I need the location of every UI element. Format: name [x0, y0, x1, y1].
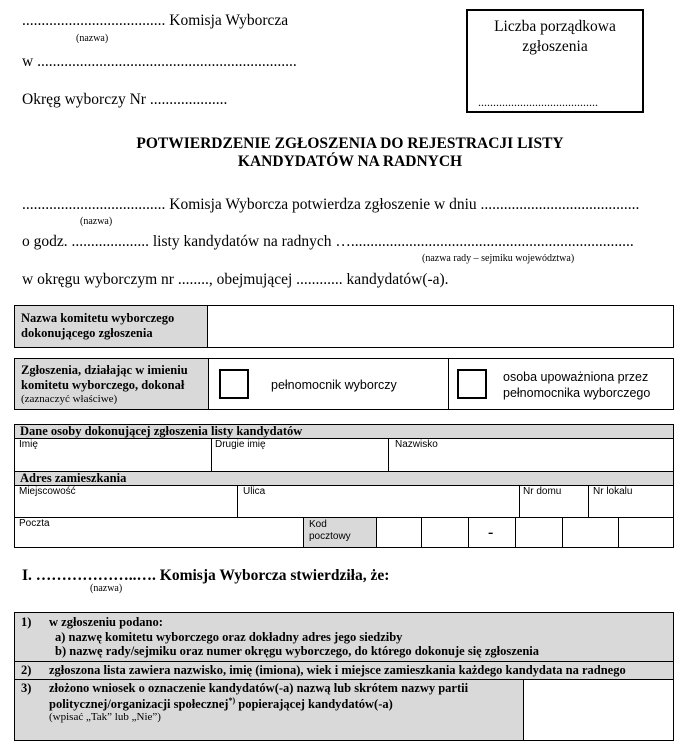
surname-field[interactable]	[389, 439, 673, 471]
postal-digit-2[interactable]	[422, 518, 468, 547]
postal-code-label: Kod pocztowy	[309, 519, 351, 542]
authorized-person-label: osoba upoważniona przez pełnomocnika wyborczego	[503, 370, 651, 400]
first-name-label: Imię	[19, 439, 38, 450]
finding-1-text: w zgłoszeniu podano:	[49, 615, 163, 629]
section-one-heading: I. ………………..…. Komisja Wyborcza stwierdziła, że:	[22, 567, 390, 584]
finding-2-text: zgłoszona lista zawiera nazwisko, imię (imiona), wiek i miejsce zamieszkania każdego kandydata na radnego	[49, 663, 626, 677]
house-number-label: Nr domu	[523, 486, 562, 497]
submitter-label: Zgłoszenia, działając w imieniu komitetu wyborczego, dokonał (zaznaczyć właściwe)	[21, 363, 188, 405]
page-title-line2: KANDYDATÓW NA RADNYCH	[237, 153, 463, 170]
council-hint: (nazwa rady – sejmiku województwa)	[422, 253, 575, 264]
location-line[interactable]: w ...................................................................	[22, 53, 297, 70]
section-one-hint: (nazwa)	[90, 583, 123, 594]
committee-name-row	[14, 305, 674, 348]
committee-name-field[interactable]	[208, 306, 673, 347]
proxy-option-label: pełnomocnik wyborczy	[271, 378, 397, 392]
committee-name-label: Nazwa komitetu wyborczego dokonującego zgłoszenia	[21, 311, 175, 340]
finding-3-text-line1: złożono wniosek o oznaczenie kandydatów(-a) nazwą lub skrótem nazwy partii	[49, 681, 469, 695]
post-office-label: Poczta	[19, 518, 50, 529]
street-field[interactable]	[238, 486, 519, 517]
sequence-number-field[interactable]: ........................................	[478, 95, 598, 109]
page-title	[0, 135, 700, 171]
authorized-person-checkbox[interactable]	[457, 369, 487, 399]
finding-3-text-line2: politycznej/organizacji społecznej*) popierającej kandydatów(-a)	[49, 696, 393, 712]
city-field[interactable]	[15, 486, 237, 517]
postal-digit-5[interactable]	[619, 518, 673, 547]
proxy-checkbox[interactable]	[219, 369, 249, 399]
commission-name-line[interactable]: ..................................... Komisja Wyborcza	[22, 12, 289, 29]
findings-table	[14, 612, 674, 741]
flat-number-field[interactable]	[589, 486, 673, 517]
page-title-line1: POTWIERDZENIE ZGŁOSZENIA DO REJESTRACJI LISTY	[136, 135, 564, 152]
city-label: Miejscowość	[19, 486, 76, 497]
surname-label: Nazwisko	[395, 439, 438, 450]
postal-digit-3[interactable]	[516, 518, 562, 547]
postal-dash: -	[488, 524, 494, 541]
sequence-number-box	[466, 9, 644, 113]
address-section-title: Adres zamieszkania	[20, 471, 127, 485]
flat-number-label: Nr lokalu	[593, 486, 633, 497]
confirmation-line[interactable]: ..................................... Komisja Wyborcza potwierdza zgłoszenie w dniu .........................................	[22, 196, 640, 213]
finding-3-hint: (wpisać „Tak” lub „Nie”)	[49, 711, 161, 723]
sequence-number-title: Liczba porządkowa zgłoszenia	[494, 18, 616, 55]
district-candidates-line[interactable]: w okręgu wyborczym nr ........, obejmującej ............ kandydatów(-a).	[22, 271, 449, 288]
person-data-table	[14, 424, 674, 548]
second-name-field[interactable]	[212, 439, 388, 471]
postal-digit-4[interactable]	[563, 518, 618, 547]
finding-3-number: 3)	[21, 681, 32, 695]
second-name-label: Drugie imię	[215, 439, 266, 450]
post-office-field[interactable]	[15, 518, 303, 547]
submitter-row	[14, 358, 674, 410]
finding-2-number: 2)	[21, 663, 32, 677]
first-name-field[interactable]	[15, 439, 211, 471]
time-list-line[interactable]: o godz. .................... listy kandydatów na radnych ….........................................................................	[22, 233, 634, 250]
street-label: Ulica	[243, 486, 266, 497]
finding-1-number: 1)	[21, 615, 32, 629]
district-line[interactable]: Okręg wyborczy Nr ....................	[22, 91, 228, 108]
finding-3-answer-field[interactable]	[524, 680, 673, 740]
finding-1b-text: b) nazwę rady/sejmiku oraz numer okręgu wyborczego, do którego dokonuje się zgłoszenia	[55, 644, 540, 658]
finding-1a-text: a) nazwę komitetu wyborczego oraz dokładny adres jego siedziby	[55, 630, 403, 644]
postal-digit-1[interactable]	[377, 518, 421, 547]
confirmation-hint: (nazwa)	[80, 216, 113, 227]
person-section-title: Dane osoby dokonującej zgłoszenia listy kandydatów	[20, 424, 303, 438]
commission-name-hint: (nazwa)	[76, 33, 109, 44]
house-number-field[interactable]	[520, 486, 588, 517]
